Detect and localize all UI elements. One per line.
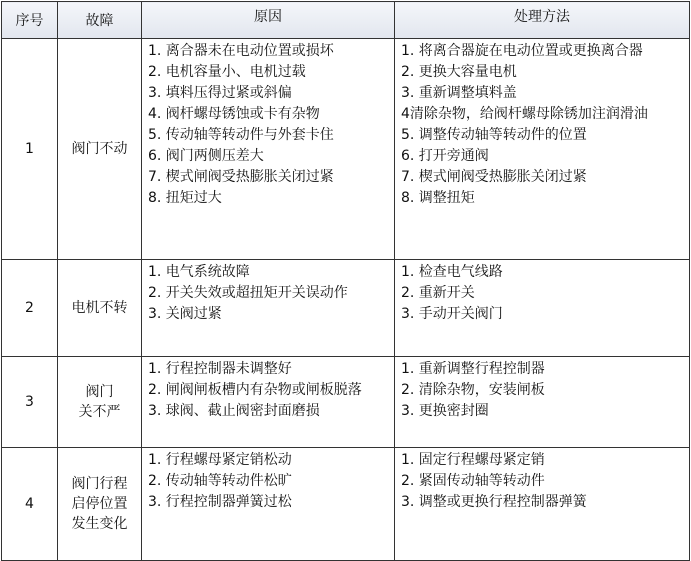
list-item: 1. 固定行程螺母紧定销 (401, 452, 545, 468)
list-item: 3. 球阀、截止阀密封面磨损 (148, 403, 320, 419)
list-item: 1. 重新调整行程控制器 (401, 361, 545, 377)
list-item: 5. 传动轴等转动件与外套卡住 (148, 127, 334, 143)
cause-cell (142, 260, 395, 357)
row-seq: 4 (2, 448, 58, 561)
fault-line: 启停位置 (71, 496, 128, 512)
table-row (2, 448, 690, 561)
list-item: 2. 紧固传动轴等转动件 (401, 473, 545, 489)
list-item: 3. 调整或更换行程控制器弹簧 (401, 494, 587, 510)
list-item: 1. 检查电气线路 (401, 264, 503, 280)
row-seq: 1 (2, 39, 58, 260)
list-item: 2. 闸阀闸板槽内有杂物或闸板脱落 (148, 382, 362, 398)
header-row (2, 2, 690, 39)
list-item: 2. 传动轴等转动件松旷 (148, 473, 292, 489)
row-seq: 3 (2, 357, 58, 448)
fault-line: 关不严 (78, 404, 121, 420)
list-item: 3. 关阀过紧 (148, 306, 222, 322)
row-fault (58, 448, 142, 561)
list-item: 8. 扭矩过大 (148, 190, 222, 206)
list-item: 7. 楔式闸阀受热膨胀关闭过紧 (401, 169, 587, 185)
row-fault (58, 357, 142, 448)
list-item: 5. 调整传动轴等转动件的位置 (401, 127, 587, 143)
list-item: 6. 阀门两侧压差大 (148, 148, 264, 164)
list-item: 2. 清除杂物，安装闸板 (401, 382, 545, 398)
header-cause: 原因 (142, 2, 395, 39)
header-seq: 序号 (2, 2, 58, 39)
method-cell (395, 448, 690, 561)
list-item: 3. 手动开关阀门 (401, 306, 503, 322)
table-row (2, 260, 690, 357)
list-item: 1. 将离合器旋在电动位置或更换离合器 (401, 43, 643, 59)
row-fault: 阀门不动 (58, 39, 142, 260)
list-item: 4清除杂物，给阀杆螺母除锈加注润滑油 (401, 106, 648, 122)
table-row (2, 357, 690, 448)
list-item: 6. 打开旁通阀 (401, 148, 489, 164)
cause-cell (142, 357, 395, 448)
method-cell (395, 357, 690, 448)
list-item: 1. 行程螺母紧定销松动 (148, 452, 292, 468)
list-item: 3. 填料压得过紧或斜偏 (148, 85, 292, 101)
list-item: 3. 更换密封圈 (401, 403, 489, 419)
fault-line: 发生变化 (71, 516, 128, 532)
list-item: 4. 阀杆螺母锈蚀或卡有杂物 (148, 106, 320, 122)
row-seq: 2 (2, 260, 58, 357)
list-item: 8. 调整扭矩 (401, 190, 475, 206)
list-item: 2. 电机容量小、电机过载 (148, 64, 306, 80)
table-row (2, 39, 690, 260)
fault-table (1, 1, 690, 561)
list-item: 3. 行程控制器弹簧过松 (148, 494, 292, 510)
list-item: 7. 楔式闸阀受热膨胀关闭过紧 (148, 169, 334, 185)
header-fault: 故障 (58, 2, 142, 39)
method-cell (395, 260, 690, 357)
cause-cell (142, 39, 395, 260)
method-cell (395, 39, 690, 260)
list-item: 2. 开关失效或超扭矩开关误动作 (148, 285, 348, 301)
fault-line: 阀门 (85, 384, 114, 400)
header-method: 处理方法 (395, 2, 690, 39)
list-item: 1. 离合器未在电动位置或损坏 (148, 43, 334, 59)
list-item: 2. 更换大容量电机 (401, 64, 517, 80)
list-item: 2. 重新开关 (401, 285, 475, 301)
list-item: 3. 重新调整填料盖 (401, 85, 517, 101)
row-fault: 电机不转 (58, 260, 142, 357)
list-item: 1. 电气系统故障 (148, 264, 250, 280)
list-item: 1. 行程控制器未调整好 (148, 361, 292, 377)
fault-line: 阀门行程 (71, 476, 128, 492)
cause-cell (142, 448, 395, 561)
